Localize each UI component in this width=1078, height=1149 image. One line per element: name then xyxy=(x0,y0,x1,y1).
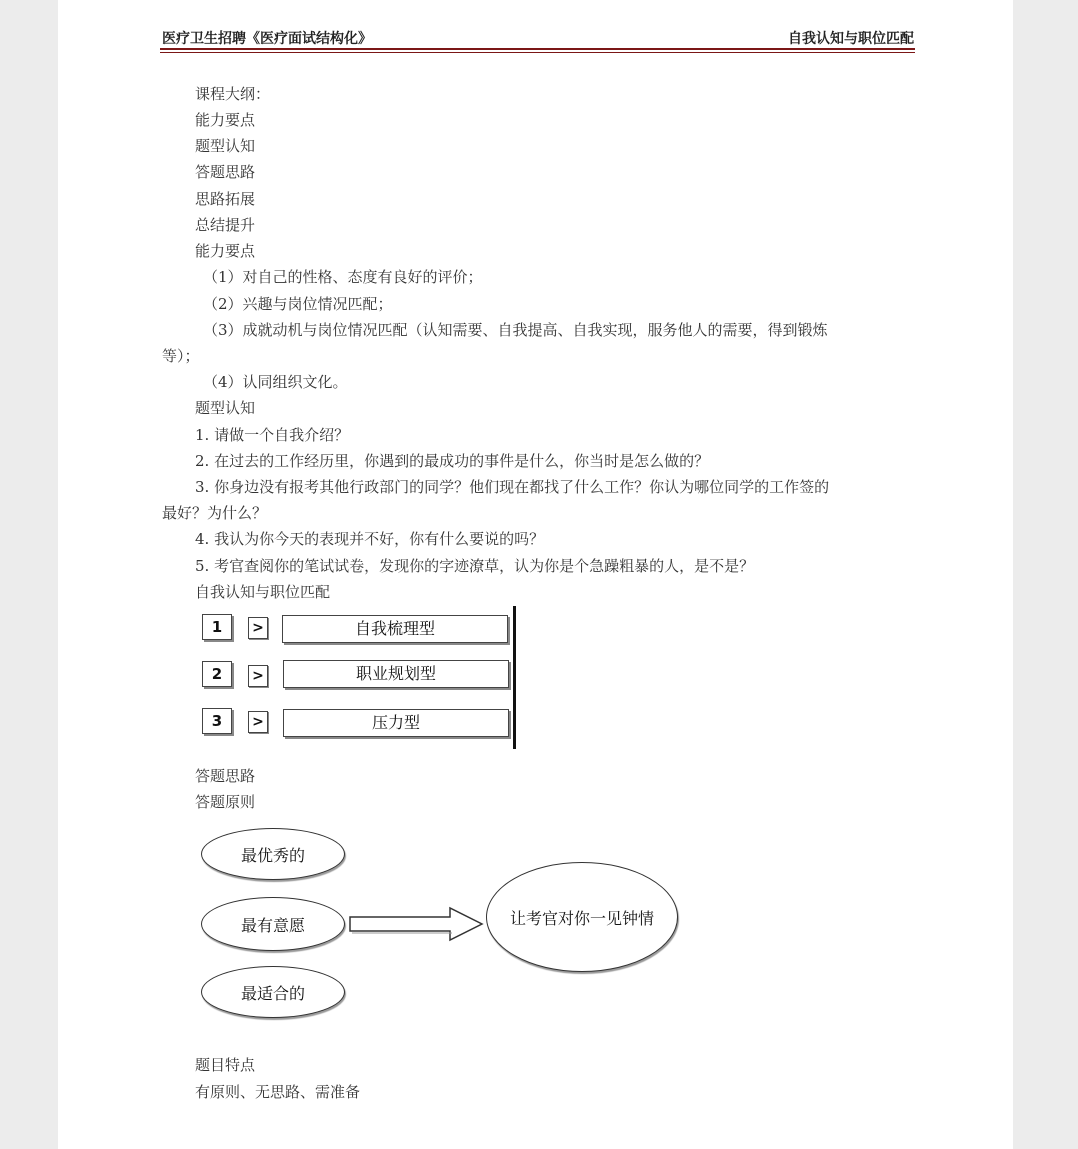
header-rule-thin xyxy=(160,52,915,53)
types-heading: 题型认知 xyxy=(195,399,256,417)
question: 4. 我认为你今天的表现并不好，你有什么要说的吗？ xyxy=(195,530,545,548)
diagram-bracket-line xyxy=(513,606,516,749)
type-box: 压力型 xyxy=(283,709,509,737)
document-page xyxy=(58,0,1013,1149)
page-header xyxy=(162,28,914,48)
header-section: 自我认知与职位匹配 xyxy=(788,31,914,47)
outline-item: 答题思路 xyxy=(195,163,256,181)
features-heading: 题目特点 xyxy=(195,1056,256,1074)
ability-point: （1）对自己的性格、态度有良好的评价； xyxy=(203,268,483,286)
number-box: 2 xyxy=(202,661,232,687)
ability-point: （3）成就动机与岗位情况匹配（认知需要、自我提高、自我实现，服务他人的需要，得到锻炼 xyxy=(203,321,828,339)
answer-heading: 答题思路 xyxy=(195,767,256,785)
outline-title: 课程大纲： xyxy=(195,85,271,103)
outline-item: 思路拓展 xyxy=(195,190,256,208)
number-box: 3 xyxy=(202,708,232,734)
outline-item: 题型认知 xyxy=(195,137,256,155)
ability-point: （4）认同组织文化。 xyxy=(203,373,348,391)
answer-principle: 答题原则 xyxy=(195,793,256,811)
chevron-right-icon: > xyxy=(248,711,268,733)
header-rule-thick xyxy=(160,48,915,50)
chevron-right-icon: > xyxy=(248,665,268,687)
principle-ellipse: 最优秀的 xyxy=(201,828,345,880)
question: 5. 考官查阅你的笔试试卷，发现你的字迹潦草，认为你是个急躁粗暴的人，是不是？ xyxy=(195,557,755,575)
chevron-right-icon: > xyxy=(248,617,268,639)
number-box: 1 xyxy=(202,614,232,640)
ability-heading: 能力要点 xyxy=(195,242,256,260)
type-box: 自我梳理型 xyxy=(282,615,508,643)
ability-point: （2）兴趣与岗位情况匹配； xyxy=(203,295,393,313)
principle-ellipse: 最有意愿 xyxy=(201,897,345,951)
ability-point-cont: 等）； xyxy=(162,347,200,365)
types-subheading: 自我认知与职位匹配 xyxy=(195,583,331,601)
features-text: 有原则、无思路、需准备 xyxy=(195,1083,361,1101)
type-box: 职业规划型 xyxy=(283,660,509,688)
goal-ellipse: 让考官对你一见钟情 xyxy=(486,862,678,972)
block-arrow-icon xyxy=(348,905,488,943)
question: 2. 在过去的工作经历里，你遇到的最成功的事件是什么，你当时是怎么做的？ xyxy=(195,452,710,470)
outline-item: 能力要点 xyxy=(195,111,256,129)
header-title: 医疗卫生招聘《医疗面试结构化》 xyxy=(162,31,372,47)
question: 1. 请做一个自我介绍？ xyxy=(195,426,350,444)
principle-ellipse: 最适合的 xyxy=(201,966,345,1018)
question-cont: 最好？为什么？ xyxy=(162,504,268,522)
question: 3. 你身边没有报考其他行政部门的同学？他们现在都找了什么工作？你认为哪位同学的工作签的 xyxy=(195,478,830,496)
outline-item: 总结提升 xyxy=(195,216,256,234)
